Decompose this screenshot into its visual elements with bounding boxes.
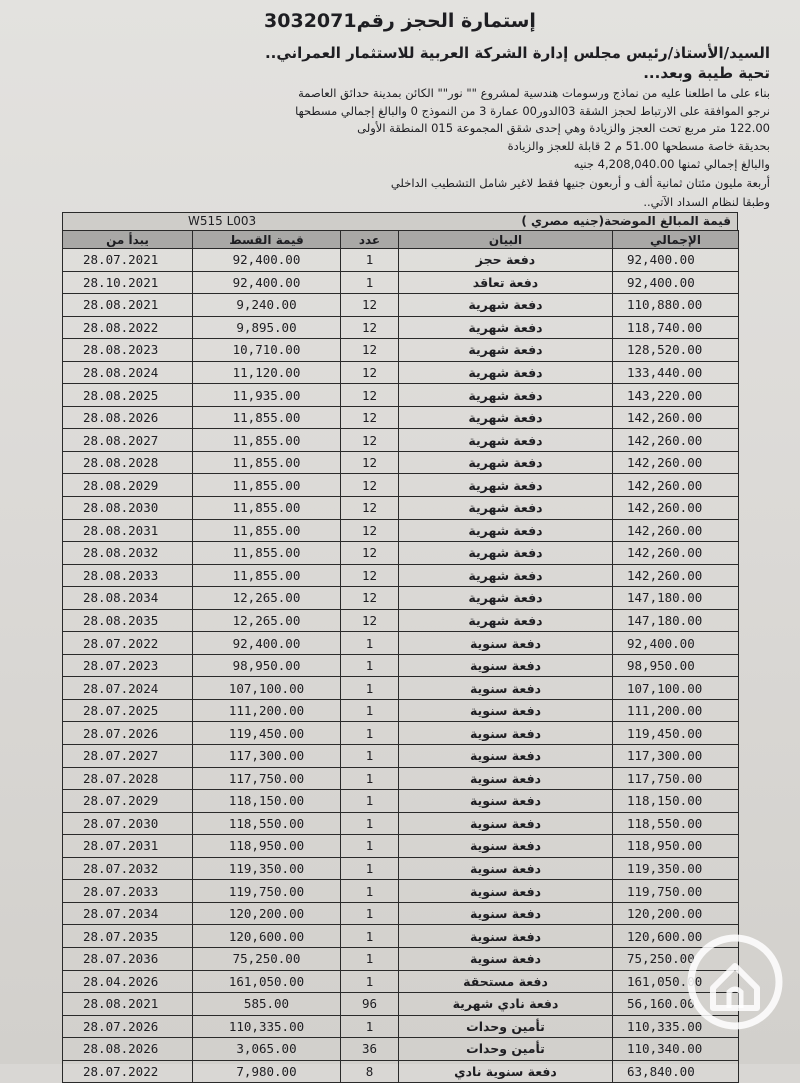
- cell-start-date: 28.07.2034: [63, 902, 193, 925]
- cell-count: 96: [341, 993, 399, 1016]
- cell-start-date: 28.08.2027: [63, 429, 193, 452]
- table-row: [63, 564, 739, 587]
- cell-description: دفعة سنوية: [399, 925, 613, 948]
- cell-installment: 110,335.00: [193, 1015, 341, 1038]
- cell-start-date: 28.07.2025: [63, 699, 193, 722]
- cell-start-date: 28.08.2024: [63, 361, 193, 384]
- cell-start-date: 28.08.2029: [63, 474, 193, 497]
- cell-count: 1: [341, 271, 399, 294]
- cell-total: 92,400.00: [613, 249, 739, 272]
- cell-start-date: 28.07.2021: [63, 249, 193, 272]
- cell-installment: 3,065.00: [193, 1038, 341, 1061]
- cell-description: دفعة سنوية: [399, 880, 613, 903]
- cell-total: 110,880.00: [613, 294, 739, 317]
- cell-installment: 98,950.00: [193, 654, 341, 677]
- cell-total: 118,550.00: [613, 812, 739, 835]
- cell-installment: 10,710.00: [193, 339, 341, 362]
- cell-total: 119,350.00: [613, 857, 739, 880]
- letter-line-7: والبالغ إجمالي ثمنها 4,208,040.00 جنيه: [573, 157, 770, 171]
- table-row: [63, 519, 739, 542]
- cell-description: دفعة سنوية: [399, 790, 613, 813]
- cell-total: 92,400.00: [613, 271, 739, 294]
- cell-start-date: 28.07.2028: [63, 767, 193, 790]
- cell-count: 1: [341, 767, 399, 790]
- cell-total: 147,180.00: [613, 609, 739, 632]
- letter-line-5: 122.00 متر مربع تحت العجز والزيادة وهي إحدى شقق المجموعة 015 المنطقة الأولى: [357, 121, 770, 135]
- cell-start-date: 28.08.2025: [63, 384, 193, 407]
- table-row: [63, 722, 739, 745]
- table-row: [63, 361, 739, 384]
- cell-installment: 12,265.00: [193, 587, 341, 610]
- cell-description: دفعة شهرية: [399, 497, 613, 520]
- cell-total: 107,100.00: [613, 677, 739, 700]
- cell-start-date: 28.07.2029: [63, 790, 193, 813]
- cell-count: 12: [341, 429, 399, 452]
- header-count: عدد: [341, 231, 399, 249]
- cell-installment: 11,855.00: [193, 474, 341, 497]
- cell-count: 1: [341, 745, 399, 768]
- cell-count: 1: [341, 902, 399, 925]
- cell-description: دفعة مستحقة: [399, 970, 613, 993]
- table-row: [63, 542, 739, 565]
- table-row: [63, 587, 739, 610]
- cell-installment: 92,400.00: [193, 249, 341, 272]
- cell-installment: 117,300.00: [193, 745, 341, 768]
- cell-total: 142,260.00: [613, 542, 739, 565]
- cell-total: 117,300.00: [613, 745, 739, 768]
- cell-count: 1: [341, 677, 399, 700]
- cell-total: 128,520.00: [613, 339, 739, 362]
- cell-total: 92,400.00: [613, 632, 739, 655]
- cell-start-date: 28.08.2035: [63, 609, 193, 632]
- cell-start-date: 28.08.2022: [63, 316, 193, 339]
- cell-total: 118,150.00: [613, 790, 739, 813]
- cell-description: دفعة سنوية: [399, 745, 613, 768]
- header-total: الإجمالي: [613, 231, 739, 249]
- cell-total: 142,260.00: [613, 497, 739, 520]
- cell-installment: 11,855.00: [193, 564, 341, 587]
- cell-description: دفعة سنوية: [399, 812, 613, 835]
- cell-description: دفعة سنوية: [399, 835, 613, 858]
- cell-count: 1: [341, 249, 399, 272]
- cell-total: 142,260.00: [613, 406, 739, 429]
- cell-installment: 92,400.00: [193, 632, 341, 655]
- cell-start-date: 28.07.2022: [63, 1060, 193, 1083]
- cell-installment: 92,400.00: [193, 271, 341, 294]
- table-row: [63, 249, 739, 272]
- cell-start-date: 28.07.2024: [63, 677, 193, 700]
- cell-start-date: 28.07.2023: [63, 654, 193, 677]
- letter-line-1: السيد/الأستاذ/رئيس مجلس إدارة الشركة العربية للاستثمار العمراني..: [264, 44, 770, 62]
- cell-start-date: 28.07.2033: [63, 880, 193, 903]
- cell-start-date: 28.08.2026: [63, 1038, 193, 1061]
- cell-start-date: 28.07.2026: [63, 722, 193, 745]
- cell-installment: 111,200.00: [193, 699, 341, 722]
- cell-count: 8: [341, 1060, 399, 1083]
- table-row: [63, 294, 739, 317]
- caption-text: قيمة المبالغ الموضحة(جنيه مصري ): [521, 214, 731, 228]
- cell-total: 63,840.00: [613, 1060, 739, 1083]
- cell-description: دفعة سنوية: [399, 699, 613, 722]
- cell-start-date: 28.04.2026: [63, 970, 193, 993]
- cell-installment: 11,855.00: [193, 406, 341, 429]
- table-row: [63, 1060, 739, 1083]
- cell-installment: 161,050.00: [193, 970, 341, 993]
- table-row: [63, 970, 739, 993]
- table-header-row: [63, 231, 739, 249]
- cell-total: 142,260.00: [613, 474, 739, 497]
- table-row: [63, 767, 739, 790]
- cell-description: دفعة شهرية: [399, 339, 613, 362]
- cell-description: تأمين وحدات: [399, 1015, 613, 1038]
- cell-start-date: 28.08.2034: [63, 587, 193, 610]
- table-row: [63, 925, 739, 948]
- table-row: [63, 654, 739, 677]
- cell-installment: 11,855.00: [193, 542, 341, 565]
- cell-start-date: 28.07.2035: [63, 925, 193, 948]
- cell-start-date: 28.07.2030: [63, 812, 193, 835]
- cell-count: 1: [341, 1015, 399, 1038]
- cell-total: 119,450.00: [613, 722, 739, 745]
- table-row: [63, 339, 739, 362]
- table-row: [63, 451, 739, 474]
- cell-total: 147,180.00: [613, 587, 739, 610]
- cell-description: دفعة شهرية: [399, 609, 613, 632]
- letter-line-8: أربعة مليون مئتان ثمانية ألف و أربعون جنيها فقط لاغير شامل التشطيب الداخلي: [390, 176, 770, 190]
- cell-description: دفعة حجز: [399, 249, 613, 272]
- document-title: إستمارة الحجز رقم3032071: [264, 10, 536, 32]
- cell-total: 118,950.00: [613, 835, 739, 858]
- cell-description: دفعة سنوية: [399, 902, 613, 925]
- table-row: [63, 1038, 739, 1061]
- table-row: [63, 474, 739, 497]
- table-caption: [62, 212, 738, 230]
- cell-total: 75,250.00: [613, 947, 739, 970]
- cell-description: دفعة شهرية: [399, 519, 613, 542]
- cell-installment: 11,935.00: [193, 384, 341, 407]
- table-row: [63, 384, 739, 407]
- cell-count: 12: [341, 542, 399, 565]
- table-row: [63, 1015, 739, 1038]
- cell-count: 1: [341, 925, 399, 948]
- cell-installment: 75,250.00: [193, 947, 341, 970]
- letter-line-2: تحية طيبة وبعد...: [643, 64, 770, 82]
- table-row: [63, 947, 739, 970]
- cell-total: 120,200.00: [613, 902, 739, 925]
- cell-total: 142,260.00: [613, 564, 739, 587]
- table-row: [63, 745, 739, 768]
- cell-start-date: 28.07.2026: [63, 1015, 193, 1038]
- cell-start-date: 28.08.2031: [63, 519, 193, 542]
- payment-table: [62, 230, 739, 1083]
- table-row: [63, 497, 739, 520]
- table-row: [63, 609, 739, 632]
- header-installment: قيمة القسط: [193, 231, 341, 249]
- cell-description: دفعة سنوية: [399, 677, 613, 700]
- cell-count: 12: [341, 361, 399, 384]
- cell-description: دفعة نادي شهرية: [399, 993, 613, 1016]
- cell-total: 118,740.00: [613, 316, 739, 339]
- table-row: [63, 316, 739, 339]
- cell-count: 1: [341, 699, 399, 722]
- table-row: [63, 406, 739, 429]
- letter-line-4: نرجو الموافقة على الارتباط لحجز الشقة 03الدور00 عمارة 3 من النموذج 0 والبالغ إجمالي مسطحها: [295, 104, 770, 118]
- cell-description: دفعة شهرية: [399, 429, 613, 452]
- cell-count: 12: [341, 609, 399, 632]
- cell-start-date: 28.08.2023: [63, 339, 193, 362]
- cell-start-date: 28.07.2031: [63, 835, 193, 858]
- cell-installment: 119,350.00: [193, 857, 341, 880]
- cell-description: دفعة شهرية: [399, 384, 613, 407]
- table-row: [63, 835, 739, 858]
- cell-total: 117,750.00: [613, 767, 739, 790]
- cell-description: دفعة تعاقد: [399, 271, 613, 294]
- cell-description: دفعة سنوية: [399, 857, 613, 880]
- cell-installment: 11,855.00: [193, 429, 341, 452]
- cell-installment: 11,855.00: [193, 519, 341, 542]
- cell-installment: 120,600.00: [193, 925, 341, 948]
- cell-count: 1: [341, 812, 399, 835]
- cell-count: 12: [341, 519, 399, 542]
- cell-installment: 107,100.00: [193, 677, 341, 700]
- cell-installment: 585.00: [193, 993, 341, 1016]
- cell-installment: 11,855.00: [193, 451, 341, 474]
- cell-description: دفعة شهرية: [399, 406, 613, 429]
- table-row: [63, 857, 739, 880]
- cell-count: 12: [341, 497, 399, 520]
- cell-total: 98,950.00: [613, 654, 739, 677]
- cell-installment: 118,950.00: [193, 835, 341, 858]
- cell-description: دفعة سنوية: [399, 947, 613, 970]
- cell-count: 1: [341, 654, 399, 677]
- cell-start-date: 28.08.2021: [63, 993, 193, 1016]
- cell-count: 1: [341, 970, 399, 993]
- cell-description: دفعة شهرية: [399, 294, 613, 317]
- cell-start-date: 28.07.2027: [63, 745, 193, 768]
- cell-start-date: 28.07.2022: [63, 632, 193, 655]
- cell-installment: 119,750.00: [193, 880, 341, 903]
- table-row: [63, 677, 739, 700]
- cell-installment: 11,855.00: [193, 497, 341, 520]
- table-body: [63, 249, 739, 1083]
- cell-count: 12: [341, 587, 399, 610]
- letter-line-6: بحديقة خاصة مسطحها 51.00 م 2 قابلة للعجز والزيادة: [507, 139, 770, 153]
- cell-start-date: 28.08.2032: [63, 542, 193, 565]
- cell-start-date: 28.08.2030: [63, 497, 193, 520]
- cell-count: 1: [341, 632, 399, 655]
- cell-count: 12: [341, 384, 399, 407]
- cell-start-date: 28.08.2026: [63, 406, 193, 429]
- cell-count: 1: [341, 880, 399, 903]
- cell-description: دفعة شهرية: [399, 542, 613, 565]
- cell-count: 12: [341, 406, 399, 429]
- table-row: [63, 880, 739, 903]
- table-row: [63, 632, 739, 655]
- cell-installment: 118,550.00: [193, 812, 341, 835]
- cell-installment: 118,150.00: [193, 790, 341, 813]
- cell-total: 142,260.00: [613, 429, 739, 452]
- table-row: [63, 699, 739, 722]
- cell-description: دفعة شهرية: [399, 316, 613, 339]
- cell-total: 142,260.00: [613, 451, 739, 474]
- cell-installment: 119,450.00: [193, 722, 341, 745]
- letter-line-3: بناء على ما اطلعنا عليه من نماذج ورسومات هندسية لمشروع "" نور"" الكائن بمدينة حدائق العاصمة: [298, 86, 770, 100]
- cell-total: 133,440.00: [613, 361, 739, 384]
- cell-description: دفعة سنوية نادي: [399, 1060, 613, 1083]
- cell-description: دفعة شهرية: [399, 587, 613, 610]
- header-description: البيان: [399, 231, 613, 249]
- cell-installment: 11,120.00: [193, 361, 341, 384]
- cell-count: 1: [341, 722, 399, 745]
- cell-installment: 12,265.00: [193, 609, 341, 632]
- cell-start-date: 28.08.2028: [63, 451, 193, 474]
- cell-count: 36: [341, 1038, 399, 1061]
- cell-description: دفعة شهرية: [399, 474, 613, 497]
- cell-count: 12: [341, 339, 399, 362]
- cell-count: 12: [341, 564, 399, 587]
- cell-description: دفعة سنوية: [399, 767, 613, 790]
- table-row: [63, 993, 739, 1016]
- cell-count: 12: [341, 316, 399, 339]
- cell-installment: 7,980.00: [193, 1060, 341, 1083]
- cell-count: 1: [341, 835, 399, 858]
- cell-start-date: 28.07.2036: [63, 947, 193, 970]
- caption-codes: W515 L003: [188, 214, 257, 228]
- cell-total: 110,335.00: [613, 1015, 739, 1038]
- cell-total: 111,200.00: [613, 699, 739, 722]
- cell-description: دفعة سنوية: [399, 632, 613, 655]
- cell-installment: 120,200.00: [193, 902, 341, 925]
- cell-total: 56,160.00: [613, 993, 739, 1016]
- cell-count: 12: [341, 451, 399, 474]
- cell-start-date: 28.08.2021: [63, 294, 193, 317]
- letter-line-9: وطبقا لنظام السداد الآتي..: [643, 195, 770, 209]
- cell-total: 119,750.00: [613, 880, 739, 903]
- cell-installment: 9,895.00: [193, 316, 341, 339]
- cell-start-date: 28.10.2021: [63, 271, 193, 294]
- cell-total: 161,050.00: [613, 970, 739, 993]
- cell-installment: 9,240.00: [193, 294, 341, 317]
- cell-count: 12: [341, 294, 399, 317]
- cell-start-date: 28.08.2033: [63, 564, 193, 587]
- cell-count: 1: [341, 947, 399, 970]
- table-row: [63, 790, 739, 813]
- cell-installment: 117,750.00: [193, 767, 341, 790]
- cell-description: تأمين وحدات: [399, 1038, 613, 1061]
- cell-description: دفعة شهرية: [399, 451, 613, 474]
- cell-description: دفعة سنوية: [399, 722, 613, 745]
- table-row: [63, 812, 739, 835]
- cell-description: دفعة سنوية: [399, 654, 613, 677]
- cell-count: 1: [341, 790, 399, 813]
- cell-description: دفعة شهرية: [399, 361, 613, 384]
- cell-total: 110,340.00: [613, 1038, 739, 1061]
- cell-start-date: 28.07.2032: [63, 857, 193, 880]
- cell-count: 12: [341, 474, 399, 497]
- table-row: [63, 271, 739, 294]
- cell-description: دفعة شهرية: [399, 564, 613, 587]
- payment-schedule: [62, 212, 738, 1083]
- cell-total: 142,260.00: [613, 519, 739, 542]
- table-row: [63, 902, 739, 925]
- table-row: [63, 429, 739, 452]
- header-start-date: يبدأ من: [63, 231, 193, 249]
- cell-total: 120,600.00: [613, 925, 739, 948]
- cell-total: 143,220.00: [613, 384, 739, 407]
- cell-count: 1: [341, 857, 399, 880]
